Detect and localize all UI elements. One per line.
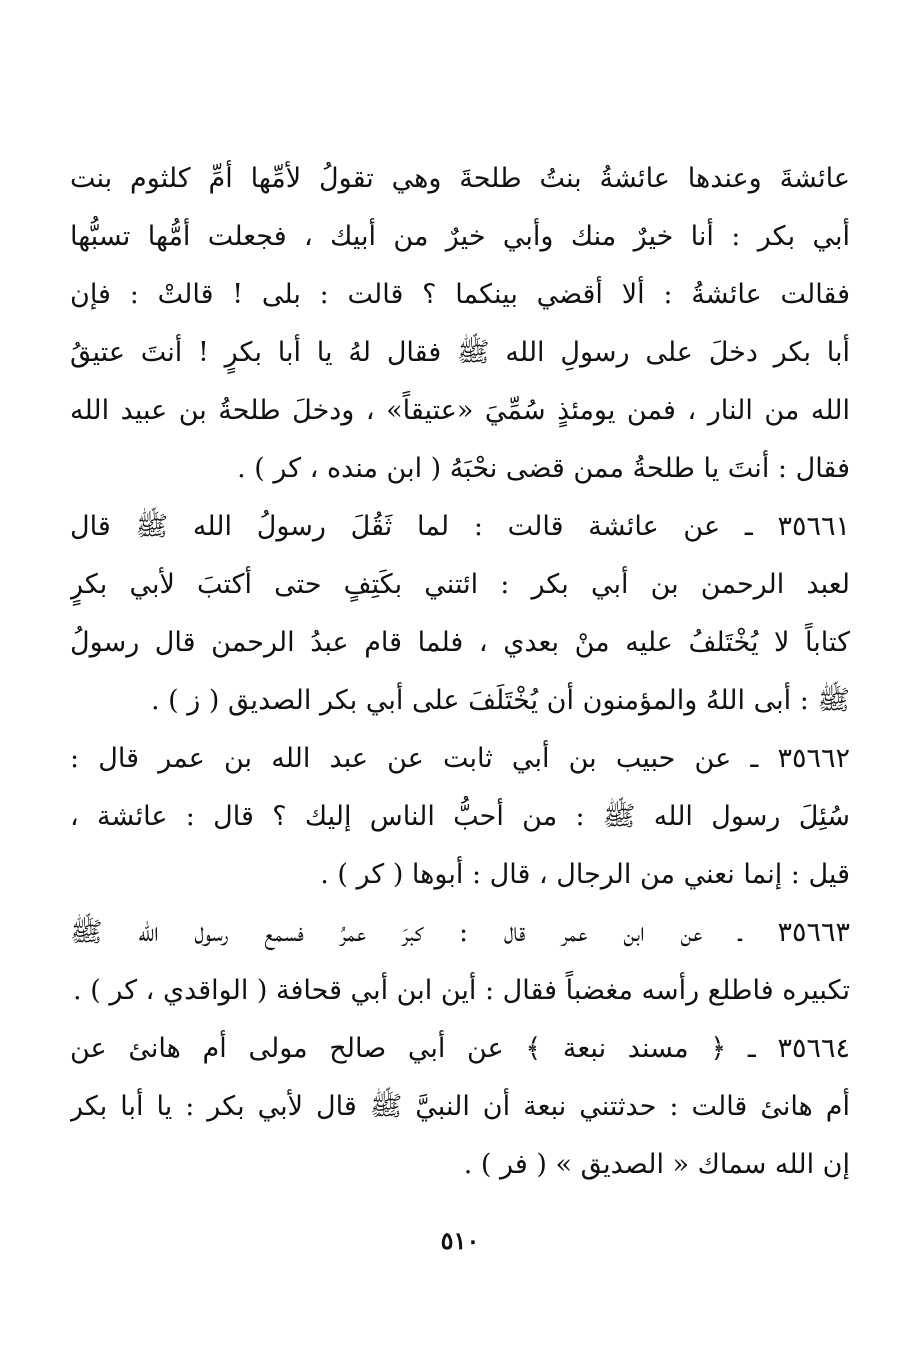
text-line: فقالت عائشةُ : ألا أقضي بينكما ؟ قالت : بلى ! قالتْ : فإن — [70, 279, 850, 310]
text-line: إن الله سماك « الصديق » ( فر ) . — [463, 1149, 850, 1180]
text-line: قيل : إنما نعني من الرجال ، قال : أبوها ( كر ) . — [320, 859, 850, 890]
hadith-35663-line: ٣٥٦٦٣ ـ عن ابن عمر قال : كبرَ عمرُ فسمع رسول الله ﷺ — [70, 917, 850, 948]
text-line: الله من النار ، فمن يومئذٍ سُمِّيَ «عتيقاً» ، ودخلَ طلحةُ بن عبيد الله — [70, 395, 850, 426]
text-line: عائشةَ وعندها عائشةُ بنتُ طلحةَ وهي تقولُ لأمِّها أمِّ كلثوم بنت — [70, 163, 850, 194]
text-line: ﷺ : أبى اللهُ والمؤمنون أن يُخْتَلَفَ على أبي بكر الصديق ( ز ) . — [151, 685, 850, 716]
text-line: فقال : أنتَ يا طلحةُ ممن قضى نحْبَهُ ( ابن منده ، كر ) . — [237, 453, 850, 484]
text-line: سُئِلَ رسول الله ﷺ : من أحبُّ الناس إليك ؟ قال : عائشة ، — [70, 801, 850, 832]
hadith-35662-line: ٣٥٦٦٢ ـ عن حبيب بن أبي ثابت عن عبد الله بن عمر قال : — [70, 743, 850, 774]
page-body — [70, 150, 850, 1194]
text-line: لعبد الرحمن بن أبي بكر : ائتني بكَتِفٍ حتى أكتبَ لأبي بكرٍ — [70, 569, 850, 600]
text-line: أبي بكر : أنا خيرٌ منك وأبي خيرٌ من أبيك ، فجعلت أمُّها تسبُّها — [70, 221, 850, 252]
text-line: كتاباً لا يُخْتَلفُ عليه منْ بعدي ، فلما قام عبدُ الرحمن قال رسولُ — [70, 627, 850, 658]
page-number: ٥١٠ — [440, 1226, 480, 1255]
hadith-35664-line: ٣٥٦٦٤ ـ ﴿ مسند نبعة ﴾ عن أبي صالح مولى أم هانئ عن — [70, 1033, 850, 1064]
hadith-35661-line: ٣٥٦٦١ ـ عن عائشة قالت : لما ثَقُلَ رسولُ الله ﷺ قال — [70, 511, 850, 542]
text-line: أبا بكر دخلَ على رسولِ الله ﷺ فقال لهُ يا أبا بكرٍ ! أنتَ عتيقُ — [70, 337, 850, 368]
text-line: تكبيره فاطلع رأسه مغضباً فقال : أين ابن أبي قحافة ( الواقدي ، كر ) . — [73, 975, 850, 1006]
text-line: أم هانئ قالت : حدثتني نبعة أن النبيَّ ﷺ قال لأبي بكر : يا أبا بكر — [70, 1091, 850, 1122]
